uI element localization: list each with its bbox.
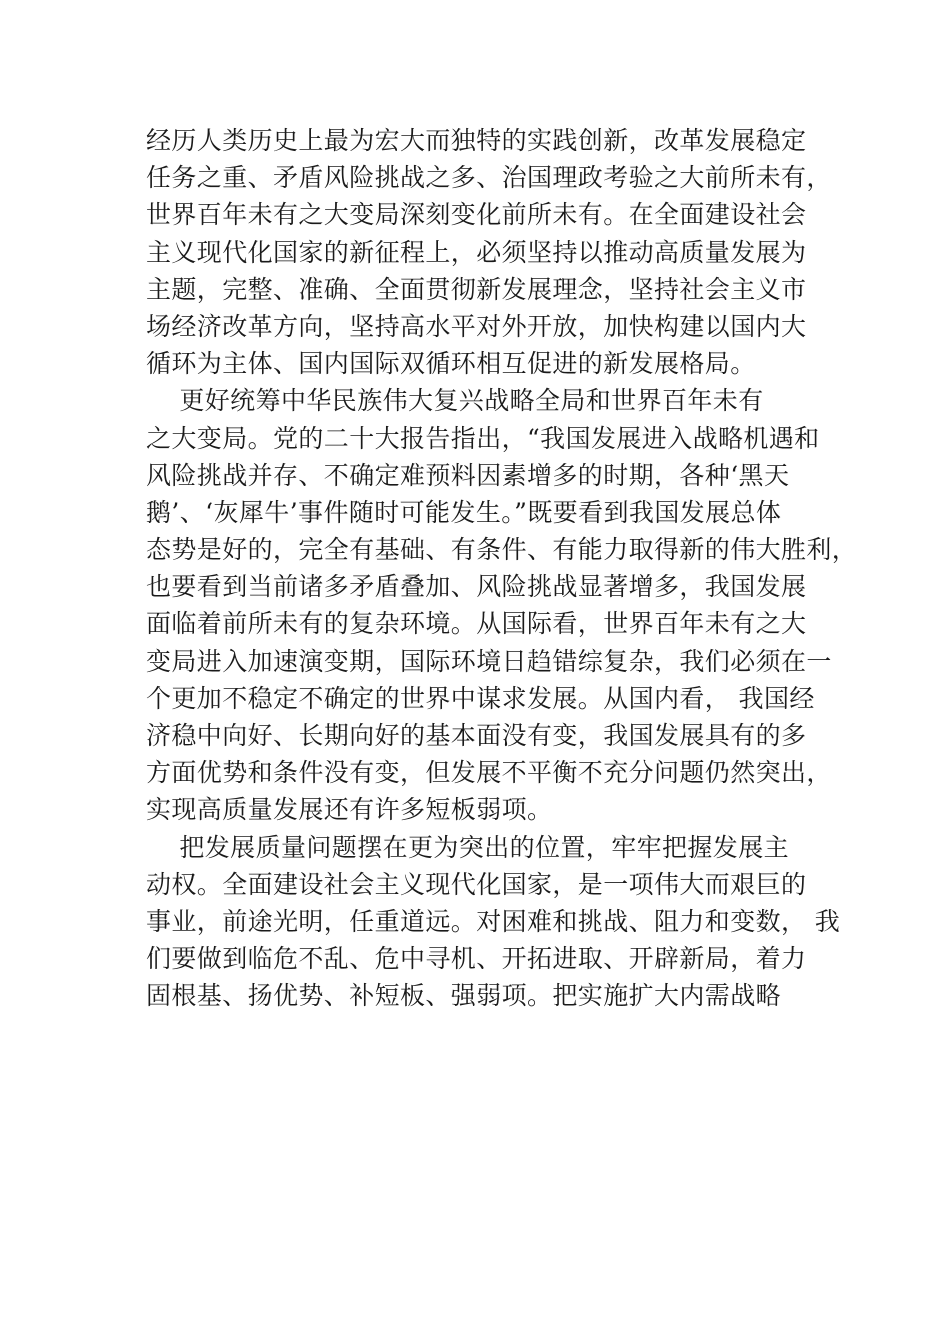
text-line: 济稳中向好、长期向好的基本面没有变，我国发展具有的多: [146, 721, 807, 750]
text-line: 实现高质量发展还有许多短板弱项。: [146, 795, 553, 825]
text-line: 个更加不稳定不确定的世界中谋求发展。从国内看， 我国经: [146, 683, 815, 713]
text-line: 面临着前所未有的复杂环境。从国际看，世界百年未有之大: [146, 609, 807, 639]
body-text: [146, 122, 858, 1015]
text-line: 态势是好的，完全有基础、有条件、有能力取得新的伟大胜利，: [146, 535, 858, 565]
text-line: 世界百年未有之大变局深刻变化前所未有。在全面建设社会: [146, 200, 807, 230]
text-line: 也要看到当前诸多矛盾叠加、风险挑战显著增多，我国发展: [146, 572, 807, 602]
text-line: 经历人类历史上最为宏大而独特的实践创新，改革发展稳定: [146, 126, 807, 155]
text-line: 风险挑战并存、不确定难预料因素增多的时期，各种‘黑天: [146, 460, 790, 490]
text-line: 方面优势和条件没有变，但发展不平衡不充分问题仍然突出，: [146, 758, 832, 788]
text-line: 们要做到临危不乱、危中寻机、开拓进取、开辟新局，着力: [146, 944, 807, 974]
text-line: 主题，完整、准确、全面贯彻新发展理念，坚持社会主义市: [146, 274, 807, 304]
text-line: 之大变局。党的二十大报告指出，“我国发展进入战略机遇和: [146, 423, 820, 453]
text-line: 固根基、扬优势、补短板、强弱项。把实施扩大内需战略: [146, 981, 782, 1011]
text-line: 场经济改革方向，坚持高水平对外开放，加快构建以国内大: [146, 311, 807, 341]
text-line: 任务之重、矛盾风险挑战之多、治国理政考验之大前所未有，: [146, 163, 832, 193]
text-line: 事业，前途光明，任重道远。对困难和挑战、阻力和变数， 我: [146, 906, 841, 936]
text-line: 把发展质量问题摆在更为突出的位置，牢牢把握发展主: [146, 832, 789, 862]
text-line: 变局进入加速演变期，国际环境日趋错综复杂，我们必须在一: [146, 646, 832, 676]
text-line: 主义现代化国家的新征程上，必须坚持以推动高质量发展为: [146, 237, 807, 267]
text-line: 更好统筹中华民族伟大复兴战略全局和世界百年未有: [146, 386, 764, 416]
text-line: 鹅’、‘灰犀牛’事件随时可能发生。”既要看到我国发展总体: [146, 497, 782, 527]
text-line: 动权。全面建设社会主义现代化国家，是一项伟大而艰巨的: [146, 869, 807, 899]
text-line: 循环为主体、国内国际双循环相互促进的新发展格局。: [146, 349, 756, 379]
